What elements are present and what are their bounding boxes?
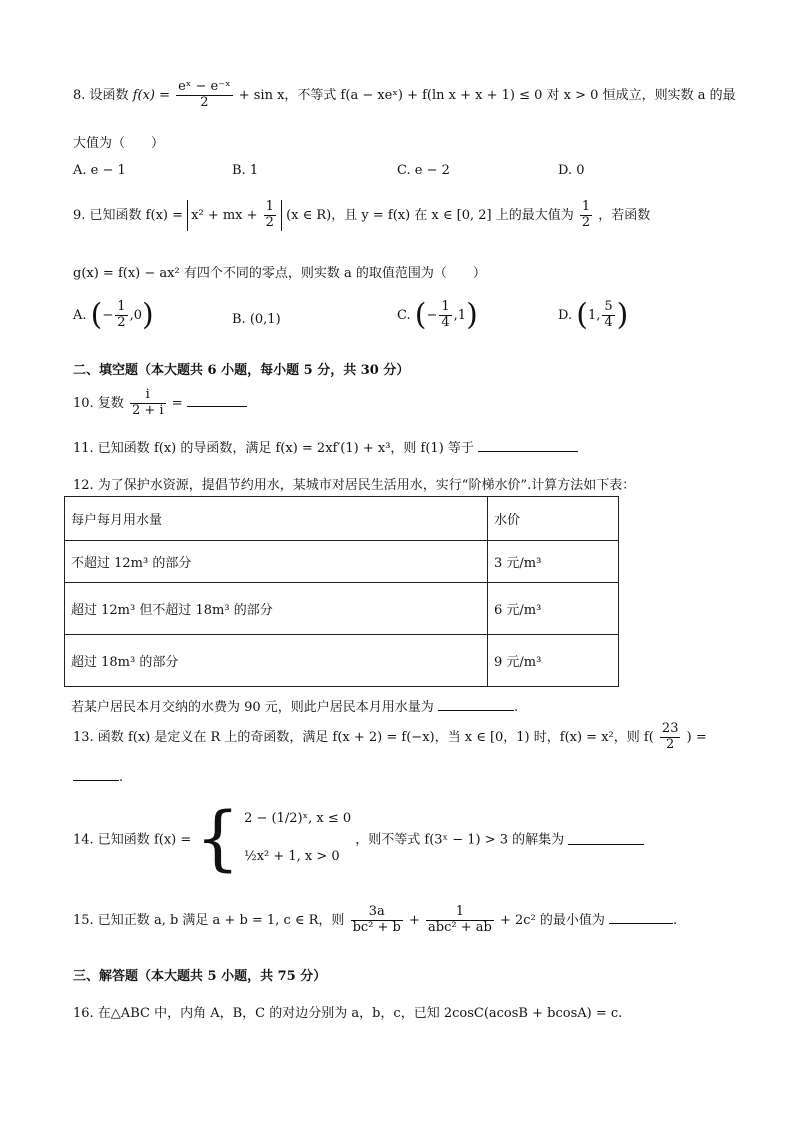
question-10: 10. 复数 $\frac{i}{2 + i}$ =	[73, 388, 247, 419]
question-9-line-1: 9. 已知函数 f(x) = x² + mx + $\frac{1}{2}$ (x ∈ R)，且 y = f(x) 在 x ∈ [0, 2] 上的最大值为 $\frac{1}{2}$ ，若函数	[73, 199, 651, 230]
table-row: 超过 12m³ 但不超过 18m³ 的部分 6 元/m³	[65, 583, 619, 635]
option-d: D. (1, $\frac{5}{4}$ )	[558, 297, 629, 333]
option-b: B. (0,1)	[232, 312, 281, 327]
question-13: 13. 函数 f(x) 是定义在 R 上的奇函数，满足 f(x + 2) = f(−x)，当 x ∈ [0，1) 时，f(x) = x²，则 f( $\frac{23}{2}$ ) =	[73, 721, 707, 752]
absolute-value: x² + mx + $\frac{1}{2}$	[187, 200, 282, 231]
answer-blank[interactable]	[438, 698, 514, 711]
option-c: C. e − 2	[397, 163, 450, 178]
section-heading: 二、填空题（本大题共 6 小题，每小题 5 分，共 30 分）	[73, 363, 410, 378]
fraction: $\frac{\text{eˣ − e⁻ˣ}}{2}$	[178, 79, 231, 110]
option-a: A. e − 1	[73, 163, 126, 178]
question-16: 16. 在△ABC 中，内角 A，B，C 的对边分别为 a，b，c，已知 2cosC(acosB + bcosA) = c.	[73, 1006, 623, 1021]
question-8-line-1: 8. 设函数 f(x) = $\frac{\text{eˣ − e⁻ˣ}}{2}$ + sin x，不等式 f(a − xeˣ) + f(ln x + x + 1) ≤ 0 对 x > 0 恒成立，则实数 a 的最	[73, 79, 736, 110]
answer-blank[interactable]	[73, 768, 119, 781]
question-8-line-2: 大值为（ ）	[73, 136, 165, 151]
table-row: 不超过 12m³ 的部分 3 元/m³	[65, 541, 619, 583]
table-row: 超过 18m³ 的部分 9 元/m³	[65, 635, 619, 687]
answer-blank[interactable]	[609, 911, 673, 924]
option-d: D. 0	[558, 163, 585, 178]
question-15: 15. 已知正数 a, b 满足 a + b = 1, c ∈ R，则 $\frac{3a}{\text{bc² + b}}$ + $\frac{1}{\text{abc² + ab}}$ + 2c² 的最小值为 .	[73, 904, 678, 935]
option-c: C. (− $\frac{1}{4}$ ,1)	[397, 297, 478, 333]
question-9-line-2: g(x) = f(x) − ax² 有四个不同的零点，则实数 a 的取值范围为（ ）	[73, 266, 486, 281]
section-heading: 三、解答题（本大题共 5 小题，共 75 分）	[73, 969, 327, 984]
question-11: 11. 已知函数 f(x) 的导函数，满足 f(x) = 2xf′(1) + x³，则 f(1) 等于	[73, 437, 578, 456]
answer-blank[interactable]	[568, 832, 644, 845]
table-header-row: 每户每月用水量 水价	[65, 497, 619, 541]
answer-blank[interactable]	[478, 439, 578, 452]
answer-blank[interactable]	[187, 394, 247, 407]
water-price-table	[64, 496, 619, 687]
question-12: 12. 为了保护水资源，提倡节约用水，某城市对居民生活用水，实行“阶梯水价”.计算方法如下表：	[73, 478, 636, 493]
question-12-prompt: 若某户居民本月交纳的水费为 90 元，则此户居民本月用水量为 .	[71, 700, 519, 715]
question-14: 14. 已知函数 f(x) = { 2 − (1/2)ˣ, x ≤ 0 ½x² + 1, x > 0 ，则不等式 f(3ˣ − 1) > 3 的解集为	[73, 800, 644, 876]
piecewise-cases: 2 − (1/2)ˣ, x ≤ 0 ½x² + 1, x > 0	[244, 811, 352, 864]
question-13-answer: .	[73, 768, 123, 785]
option-b: B. 1	[232, 163, 259, 178]
option-a: A. (− $\frac{1}{2}$ ,0)	[73, 297, 154, 333]
